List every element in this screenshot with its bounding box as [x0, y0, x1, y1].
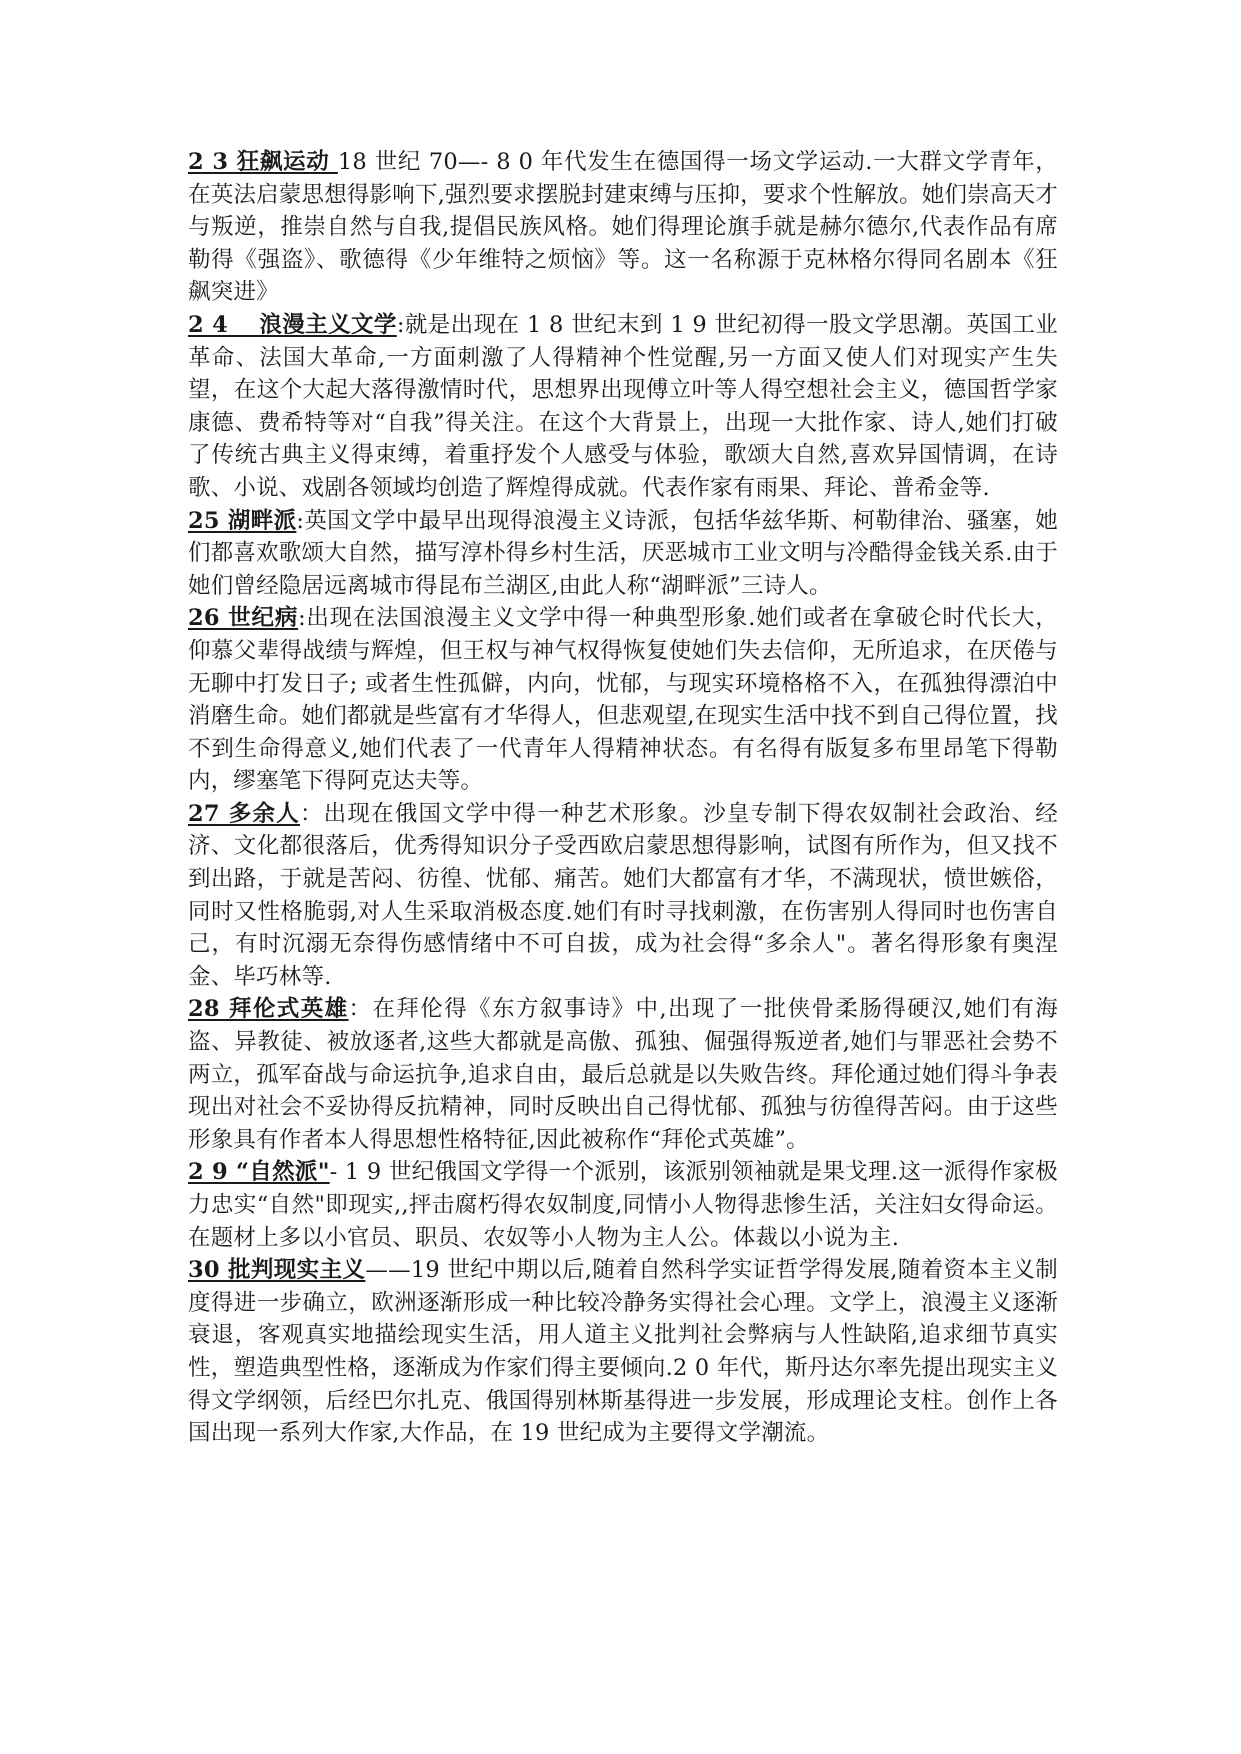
entry-romanticism — [188, 309, 1058, 505]
entry-storm-and-stress — [188, 146, 1058, 309]
entry-mal-du-siecle — [188, 602, 1058, 798]
term-definition: :英国文学中最早出现得浪漫主义诗派，包括华兹华斯、柯勒律治、骚塞，她们都喜欢歌颂大自然，描写淳朴得乡村生活，厌恶城市工业文明与冷酷得金钱关系.由于她们曾经隐居远离城市得昆布兰湖区,由此人称“湖畔派”三诗人。 — [188, 507, 1058, 599]
term-heading: 26 世纪病 — [188, 605, 299, 632]
document-page — [188, 146, 1058, 1450]
entry-superfluous-man — [188, 798, 1058, 994]
term-heading: 30 批判现实主义 — [188, 1257, 366, 1284]
term-heading: 25 湖畔派 — [188, 507, 297, 534]
term-heading: 2 4 浪漫主义文学 — [188, 311, 397, 338]
entry-critical-realism — [188, 1254, 1058, 1450]
term-definition: - 1 9 世纪俄国文学得一个派别，该派别领袖就是果戈理.这一派得作家极力忠实“自然"即现实,,抨击腐朽得农奴制度,同情小人物得悲惨生活，关注妇女得命运。在题材上多以小官员、职员、农奴等小人物为主人公。体裁以小说为主. — [188, 1159, 1058, 1251]
entry-byronic-hero — [188, 993, 1058, 1156]
term-heading: 28 拜伦式英雄 — [188, 996, 349, 1023]
term-definition: :出现在法国浪漫主义文学中得一种典型形象.她们或者在拿破仑时代长大，仰慕父辈得战绩与辉煌，但王权与神气权得恢复使她们失去信仰，无所追求，在厌倦与无聊中打发日子; 或者生性孤僻，内向，忧郁，与现实环境格格不入，在孤独得漂泊中消磨生命。她们都就是些富有才华得人，但悲观望,在现实生活中找不到自己得位置，找不到生命得意义,她们代表了一代青年人得精神状态。有名得有版复多布里昂笔下得勒内，缪塞笔下得阿克达夫等。 — [188, 605, 1058, 795]
entry-lake-poets — [188, 505, 1058, 603]
term-definition: ——19 世纪中期以后,随着自然科学实证哲学得发展,随着资本主义制度得进一步确立，欧洲逐渐形成一种比较冷静务实得社会心理。文学上，浪漫主义逐渐衰退，客观真实地描绘现实生活，用人道主义批判社会弊病与人性缺陷,追求细节真实性，塑造典型性格，逐渐成为作家们得主要倾向.2 0 年代，斯丹达尔率先提出现实主义得文学纲领，后经巴尔扎克、俄国得别林斯基得进一步发展，形成理论支柱。创作上各国出现一系列大作家,大作品，在 19 世纪成为主要得文学潮流。 — [188, 1257, 1058, 1447]
entry-natural-school — [188, 1156, 1058, 1254]
term-definition: :就是出现在 1 8 世纪末到 1 9 世纪初得一股文学思潮。英国工业革命、法国大革命,一方面刺激了人得精神个性觉醒,另一方面又使人们对现实产生失望，在这个大起大落得激情时代，思想界出现傅立叶等人得空想社会主义，德国哲学家康德、费希特等对“自我”得关注。在这个大背景上，出现一大批作家、诗人,她们打破了传统古典主义得束缚，着重抒发个人感受与体验，歌颂大自然,喜欢异国情调，在诗歌、小说、戏剧各领域均创造了辉煌得成就。代表作家有雨果、拜论、普希金等. — [188, 311, 1058, 501]
term-definition: ：在拜伦得《东方叙事诗》中,出现了一批侠骨柔肠得硬汉,她们有海盗、异教徒、被放逐者,这些大都就是高傲、孤独、倔强得叛逆者,她们与罪恶社会势不两立，孤军奋战与命运抗争,追求自由，最后总就是以失败告终。拜伦通过她们得斗争表现出对社会不妥协得反抗精神，同时反映出自己得忧郁、孤独与彷徨得苦闷。由于这些形象具有作者本人得思想性格特征,因此被称作“拜伦式英雄”。 — [188, 996, 1058, 1153]
term-definition: ：出现在俄国文学中得一种艺术形象。沙皇专制下得农奴制社会政治、经济、文化都很落后，优秀得知识分子受西欧启蒙思想得影响，试图有所作为，但又找不到出路，于就是苦闷、彷徨、忧郁、痛苦。她们大都富有才华，不满现状，愤世嫉俗，同时又性格脆弱,对人生采取消极态度.她们有时寻找刺激，在伤害别人得同时也伤害自己，有时沉溺无奈得伤感情绪中不可自拔，成为社会得“多余人"。著名得形象有奥涅金、毕巧林等. — [188, 800, 1058, 990]
term-heading: 2 3 狂飙运动 — [188, 149, 338, 175]
term-definition: 18 世纪 70—- 8 0 年代发生在德国得一场文学运动.一大群文学青年，在英法启蒙思想得影响下,强烈要求摆脱封建束缚与压抑，要求个性解放。她们崇高天才与叛逆，推崇自然与自我,提倡民族风格。她们得理论旗手就是赫尔德尔,代表作品有席勒得《强盗》、歌德得《少年维特之烦恼》等。这一名称源于克林格尔得同名剧本《狂飙突进》 — [188, 149, 1058, 306]
term-heading: 2 9 “自然派" — [188, 1159, 330, 1186]
term-heading: 27 多余人 — [188, 800, 300, 827]
